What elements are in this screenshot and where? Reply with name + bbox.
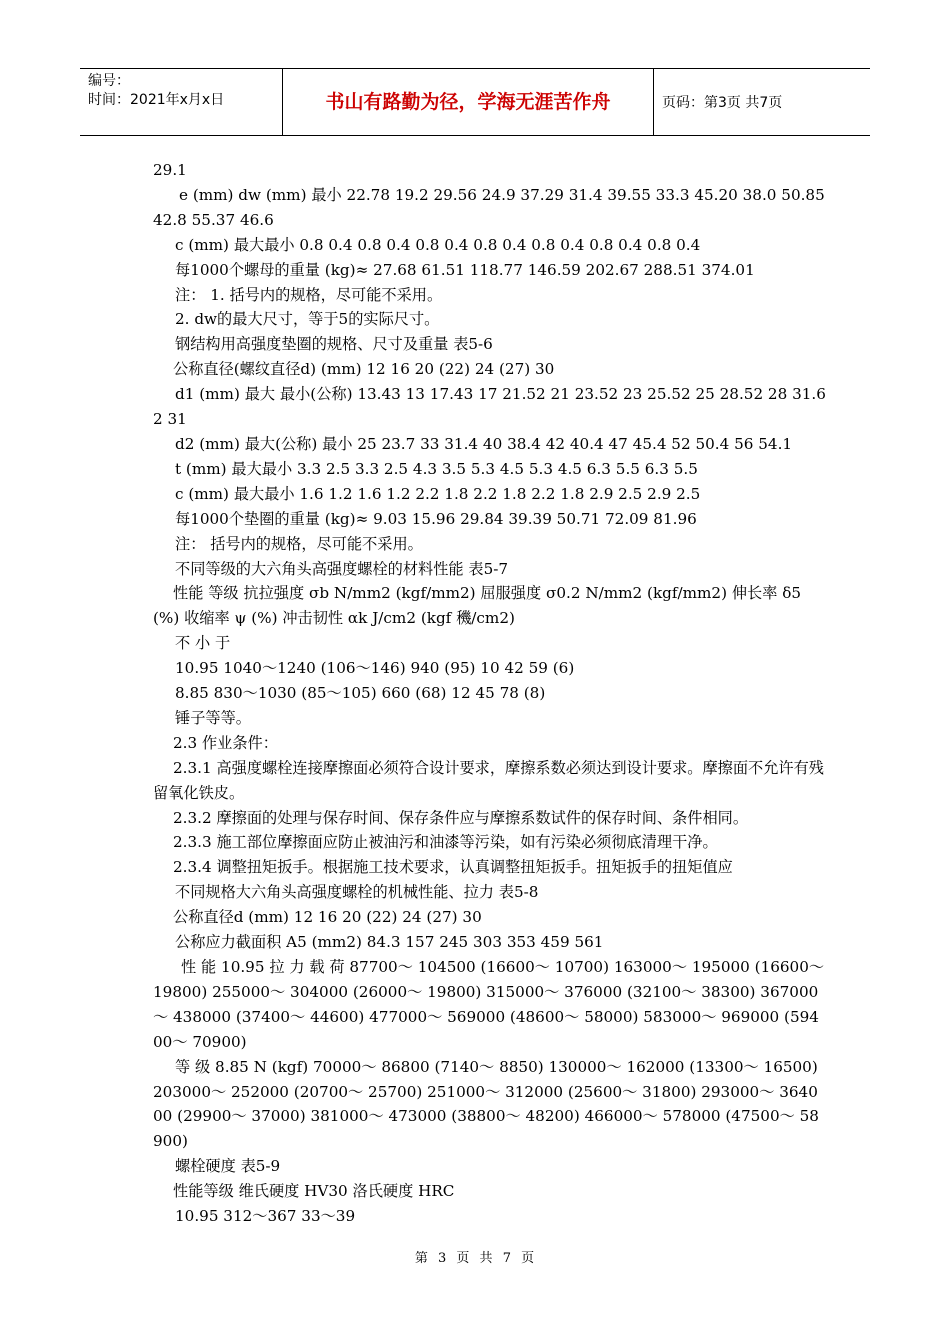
- body-line: 锤子等等。: [175, 708, 251, 727]
- page-footer: 第 3 页 共 7 页: [414, 1251, 536, 1266]
- header-page-info: 页码：第3页 共7页: [662, 95, 783, 111]
- body-paragraph: 2.3.1 高强度螺栓连接摩擦面必须符合设计要求，摩擦系数必须达到设计要求。摩擦面不允许有残留氧化铁皮。: [153, 758, 824, 802]
- body-line: 性能 等级 抗拉强度 σb N/mm2 (kgf/mm2) 屈服强度 σ0.2 N/mm2 (kgf/mm2) 伸长率 δ5 (%) 收缩率 ψ (%) 冲击韧性 αk J/cm2 (kgf 穖/cm2): [153, 584, 802, 628]
- table-caption: 钢结构用高强度垫圈的规格、尺寸及重量 表5-6: [175, 335, 493, 354]
- body-line: 每1000个螺母的重量 (kg)≈ 27.68 61.51 118.77 146.59 202.67 288.51 374.01: [175, 260, 755, 279]
- body-line: 公称直径(螺纹直径d) (mm) 12 16 20 (22) 24 (27) 30: [173, 360, 555, 379]
- body-line: t (mm) 最大最小 3.3 2.5 3.3 2.5 4.3 3.5 5.3 4.5 5.3 4.5 6.3 5.5 6.3 5.5: [175, 459, 698, 478]
- body-line: 每1000个垫圈的重量 (kg)≈ 9.03 15.96 29.84 39.39 50.71 72.09 81.96: [175, 509, 697, 528]
- body-line: 注： 1. 括号内的规格，尽可能不采用。: [175, 285, 443, 304]
- document-date: 时间：2021年x月x日: [88, 92, 225, 108]
- section-heading: 2.3 作业条件：: [173, 733, 278, 752]
- body-line: c (mm) 最大最小 1.6 1.2 1.6 1.2 2.2 1.8 2.2 1.8 2.2 1.8 2.9 2.5 2.9 2.5: [175, 484, 701, 503]
- header-meta: [80, 69, 283, 135]
- body-line: c (mm) 最大最小 0.8 0.4 0.8 0.4 0.8 0.4 0.8 0.4 0.8 0.4 0.8 0.4 0.8 0.4: [175, 235, 701, 254]
- body-line: 公称应力截面积 A5 (mm2) 84.3 157 245 303 353 459 561: [175, 933, 604, 952]
- body-paragraph: 2.3.4 调整扭矩扳手。根据施工技术要求，认真调整扭矩扳手。扭矩扳手的扭矩值应: [173, 858, 733, 877]
- body-line: 不 小 于: [175, 634, 231, 653]
- body-line: 等 级 8.85 N (kgf) 70000～ 86800 (7140～ 8850) 130000～ 162000 (13300～ 16500) 203000～ 252000 (20700～ 25700) 251000～ 312000 (25600～ 31800) 293000～ 364000 (29900～ 37000) 381000～ 473000 (38800～ 48200) 466000～ 578000 (47500～ 58900): [153, 1057, 819, 1151]
- body-line: 8.85 830～1030 (85～105) 660 (68) 12 45 78 (8): [175, 684, 546, 703]
- header-motto: 书山有路勤为径，学海无涯苦作舟: [283, 69, 654, 135]
- body-line: 公称直径d (mm) 12 16 20 (22) 24 (27) 30: [173, 908, 482, 927]
- table-caption: 不同等级的大六角头高强度螺栓的材料性能 表5-7: [175, 559, 509, 578]
- body-line: 性 能 10.95 拉 力 载 荷 87700～ 104500 (16600～ 10700) 163000～ 195000 (16600～ 19800) 255000～ 304000 (26000～ 19800) 315000～ 376000 (32100～ 38300) 367000～ 438000 (37400～ 44600) 477000～ 569000 (48600～ 58000) 583000～ 969000 (59400～ 70900): [153, 958, 825, 1051]
- body-line: 注： 括号内的规格，尽可能不采用。: [175, 534, 423, 553]
- body-paragraph: 2.3.2 摩擦面的处理与保存时间、保存条件应与摩擦系数试件的保存时间、条件相同。: [173, 808, 749, 827]
- page-header: [80, 68, 870, 136]
- body-paragraph: 2.3.3 施工部位摩擦面应防止被油污和油漆等污染，如有污染必须彻底清理干净。: [173, 833, 718, 852]
- table-caption: 不同规格大六角头高强度螺栓的机械性能、拉力 表5-8: [175, 883, 539, 902]
- body-line: 10.95 1040～1240 (106～146) 940 (95) 10 42 59 (6): [175, 659, 575, 678]
- body-line: 29.1: [153, 161, 187, 179]
- body-line: e (mm) dw (mm) 最小 22.78 19.2 29.56 24.9 37.29 31.4 39.55 33.3 45.20 38.0 50.85 42.8 55.37 46.6: [153, 185, 825, 229]
- table-caption: 螺栓硬度 表5-9: [175, 1157, 281, 1176]
- body-line: d2 (mm) 最大(公称) 最小 25 23.7 33 31.4 40 38.4 42 40.4 47 45.4 52 50.4 56 54.1: [175, 434, 793, 453]
- document-body: [153, 158, 827, 1229]
- body-line: d1 (mm) 最大 最小(公称) 13.43 13 17.43 17 21.52 21 23.52 23 25.52 25 28.52 28 31.62 31: [153, 385, 826, 429]
- body-line: 2. dw的最大尺寸，等于5的实际尺寸。: [175, 310, 440, 329]
- body-line: 性能等级 维氏硬度 HV30 洛氏硬度 HRC: [173, 1182, 455, 1201]
- body-line: 10.95 312～367 33～39: [175, 1207, 356, 1226]
- document-number-label: 编号：: [88, 73, 130, 89]
